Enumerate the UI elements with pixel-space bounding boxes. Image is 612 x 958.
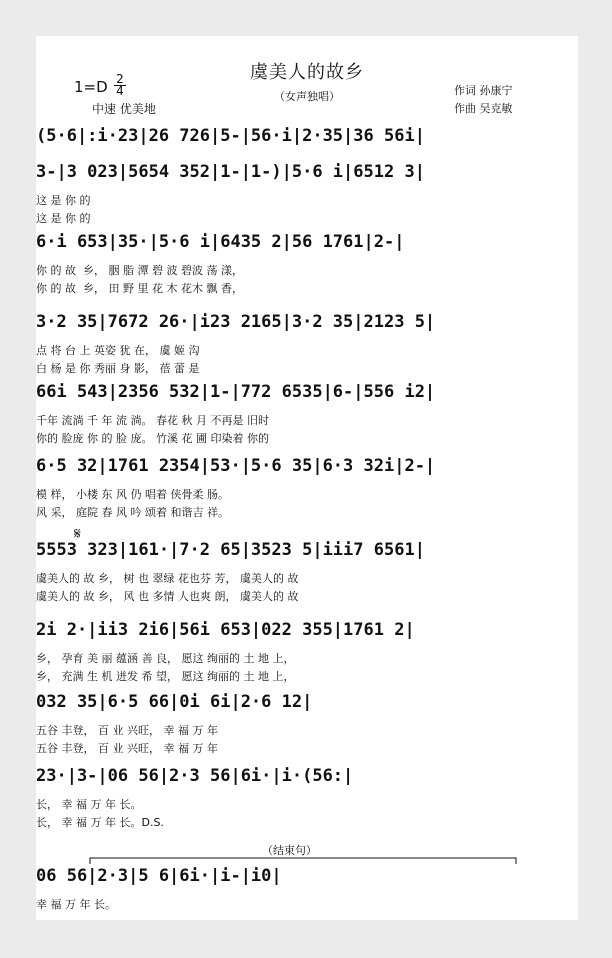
ending-label: （结束句）	[262, 844, 317, 857]
lyric-line-verse-1: 点 将 台 上 英姿 犹 在， 虞 姬 沟	[36, 344, 200, 357]
tempo-marking: 中速 优美地	[92, 102, 156, 116]
time-signature-bottom: 4	[114, 85, 126, 97]
notation-line: (5·6|:i·23|26 726|5-|56·i|2·35|36 56i|	[36, 126, 425, 146]
lyric-line-verse-1: 长， 幸 福 万 年 长。	[36, 798, 142, 811]
segno-sign: 𝄋	[74, 524, 81, 543]
lyric-line-verse-1: 幸 福 万 年 长。	[36, 898, 116, 911]
lyric-line-verse-1: 千年 流淌 千 年 流 淌。 春花 秋 月 不再是 旧时	[36, 414, 269, 427]
lyric-line-verse-1: 这 是 你 的	[36, 194, 91, 207]
composer-credit: 作曲 吴克敏	[454, 102, 513, 115]
lyric-line-verse-2: 你 的 故 乡， 田 野 里 花 木 花木 飘 香，	[36, 282, 243, 295]
lyric-line-verse-1: 虞美人的 故 乡， 树 也 翠绿 花也芬 芳， 虞美人的 故	[36, 572, 299, 585]
lyricist-credit: 作词 孙康宁	[454, 84, 513, 97]
lyric-line-verse-2: 乡， 充满 生 机 迸发 希 望， 愿这 绚丽的 土 地 上，	[36, 670, 295, 683]
lyric-line-verse-1: 五谷 丰登， 百 业 兴旺， 幸 福 万 年	[36, 724, 218, 737]
notation-line: 6·i 653|35·|5·6 i|6435 2|56 1761|2-|	[36, 232, 405, 252]
lyric-line-verse-2: 风 采， 庭院 春 风 吟 颂着 和谐吉 祥。	[36, 506, 229, 519]
lyric-line-verse-1: 模 样， 小楼 东 风 仍 唱着 侠骨柔 肠。	[36, 488, 229, 501]
lyric-line-verse-2: 白 杨 是 你 秀丽 身 影， 蓓 蕾 是	[36, 362, 200, 375]
notation-line: 3-|3 023|5654 352|1-|1-)|5·6 i|6512 3|	[36, 162, 425, 182]
notation-line: 032 35|6·5 66|0i 6i|2·6 12|	[36, 692, 313, 712]
lyric-line-verse-2: 你的 脸庞 你 的 脸 庞。 竹溪 花 圃 印染着 你的	[36, 432, 269, 445]
key-signature: 1=D	[74, 78, 108, 96]
lyric-line-verse-2: 这 是 你 的	[36, 212, 91, 225]
notation-line: 06 56|2·3|5 6|6i·|i-|i0|	[36, 866, 282, 886]
ending-bracket-line	[90, 858, 516, 864]
notation-line: 3·2 35|7672 26·|i23 2165|3·2 35|2123 5|	[36, 312, 436, 332]
lyric-line-verse-2: 五谷 丰登， 百 业 兴旺， 幸 福 万 年	[36, 742, 218, 755]
lyric-line-verse-1: 乡， 孕育 美 丽 蕴涵 善 良， 愿这 绚丽的 土 地 上，	[36, 652, 295, 665]
lyric-line-verse-1: 你 的 故 乡， 胭 脂 潭 碧 波 碧波 荡 漾，	[36, 264, 243, 277]
notation-line: 6·5 32|1761 2354|53·|5·6 35|6·3 32i|2-|	[36, 456, 436, 476]
notation-line: 66i 543|2356 532|1-|772 6535|6-|556 i2|	[36, 382, 436, 402]
song-subtitle: （女声独唱）	[274, 90, 340, 103]
time-signature-top: 2	[116, 72, 124, 86]
song-title: 虞美人的故乡	[250, 62, 364, 83]
notation-line: 2i 2·|ii3 2i6|56i 653|022 355|1761 2|	[36, 620, 415, 640]
notation-line: 5553 323|161·|7·2 65|3523 5|iii7 6561|	[36, 540, 425, 560]
notation-line: 23·|3-|06 56|2·3 56|6i·|i·(56:|	[36, 766, 354, 786]
lyric-line-verse-2: 长， 幸 福 万 年 长。D.S.	[36, 816, 164, 829]
lyric-line-verse-2: 虞美人的 故 乡， 风 也 多情 人也爽 朗， 虞美人的 故	[36, 590, 299, 603]
